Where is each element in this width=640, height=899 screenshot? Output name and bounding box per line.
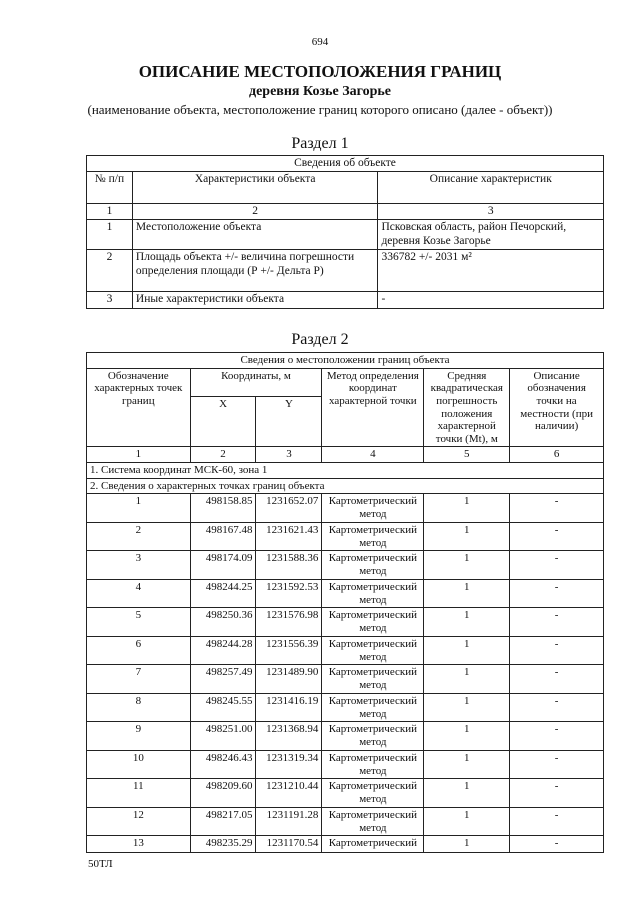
point-description: - <box>510 636 604 665</box>
col-number: 1 <box>87 204 133 220</box>
point-y: 1231556.39 <box>256 636 322 665</box>
col-number: 2 <box>132 204 378 220</box>
section2-caption: Сведения о местоположении границ объекта <box>87 353 604 369</box>
point-x: 498244.25 <box>190 579 256 608</box>
point-y: 1231652.07 <box>256 494 322 523</box>
table-row <box>87 750 604 779</box>
header-error: Средняя квадратическая погрешность положения характерной точки (Mt), м <box>424 368 510 447</box>
point-number: 1 <box>87 494 191 523</box>
footer-code: 50ТЛ <box>88 858 113 870</box>
section1-caption: Сведения об объекте <box>87 156 604 172</box>
point-x: 498217.05 <box>190 807 256 836</box>
point-error: 1 <box>424 836 510 853</box>
page-number: 694 <box>311 36 329 48</box>
point-method: Картометрический метод <box>322 779 424 808</box>
point-error: 1 <box>424 807 510 836</box>
row-number: 1 <box>87 220 133 250</box>
table-row <box>87 522 604 551</box>
point-x: 498158.85 <box>190 494 256 523</box>
point-description: - <box>510 522 604 551</box>
section1-table <box>86 155 604 309</box>
col-number: 2 <box>190 447 256 463</box>
point-y: 1231576.98 <box>256 608 322 637</box>
point-description: - <box>510 494 604 523</box>
point-x: 498245.55 <box>190 693 256 722</box>
point-method: Картометрический метод <box>322 551 424 580</box>
section2-heading: Раздел 2 <box>291 331 349 348</box>
point-y: 1231416.19 <box>256 693 322 722</box>
table-row <box>87 779 604 808</box>
point-y: 1231191.28 <box>256 807 322 836</box>
point-y: 1231592.53 <box>256 579 322 608</box>
point-description: - <box>510 551 604 580</box>
point-method: Картометрический метод <box>322 494 424 523</box>
point-y: 1231621.43 <box>256 522 322 551</box>
header-y: Y <box>256 397 322 447</box>
col-number: 6 <box>510 447 604 463</box>
point-description: - <box>510 693 604 722</box>
point-method: Картометрический метод <box>322 750 424 779</box>
header-point: Обозначение характерных точек границ <box>87 368 191 447</box>
section1-heading: Раздел 1 <box>291 135 349 152</box>
point-error: 1 <box>424 636 510 665</box>
point-number: 12 <box>87 807 191 836</box>
point-number: 11 <box>87 779 191 808</box>
points-info-row: 2. Сведения о характерных точках границ объекта <box>87 478 604 494</box>
point-description: - <box>510 750 604 779</box>
col-number: 3 <box>256 447 322 463</box>
point-x: 498235.29 <box>190 836 256 853</box>
header-characteristic: Характеристики объекта <box>132 172 378 204</box>
point-y: 1231489.90 <box>256 665 322 694</box>
point-method: Картометрический метод <box>322 665 424 694</box>
point-error: 1 <box>424 722 510 751</box>
row-number: 2 <box>87 250 133 292</box>
point-description: - <box>510 807 604 836</box>
document-subtitle: деревня Козье Загорье <box>249 84 391 99</box>
table-row <box>87 636 604 665</box>
point-x: 498251.00 <box>190 722 256 751</box>
section2-table <box>86 352 604 853</box>
point-x: 498246.43 <box>190 750 256 779</box>
point-error: 1 <box>424 750 510 779</box>
point-description: - <box>510 722 604 751</box>
point-y: 1231170.54 <box>256 836 322 853</box>
table-row <box>87 665 604 694</box>
table-row <box>87 579 604 608</box>
point-error: 1 <box>424 779 510 808</box>
table-row <box>87 836 604 853</box>
point-y: 1231368.94 <box>256 722 322 751</box>
point-error: 1 <box>424 608 510 637</box>
point-method: Картометрический метод <box>322 522 424 551</box>
table-row <box>87 807 604 836</box>
col-number: 3 <box>378 204 604 220</box>
point-x: 498250.36 <box>190 608 256 637</box>
table-row <box>87 494 604 523</box>
table-row <box>87 722 604 751</box>
header-description: Описание характеристик <box>378 172 604 204</box>
table-row <box>87 608 604 637</box>
point-number: 7 <box>87 665 191 694</box>
row-number: 3 <box>87 292 133 308</box>
point-description: - <box>510 608 604 637</box>
col-number: 1 <box>87 447 191 463</box>
point-number: 10 <box>87 750 191 779</box>
point-number: 13 <box>87 836 191 853</box>
row-description: Псковская область, район Печорский, деревня Козье Загорье <box>378 220 604 250</box>
point-y: 1231210.44 <box>256 779 322 808</box>
points-table-body <box>87 494 604 853</box>
coordinate-system-row: 1. Система координат МСК-60, зона 1 <box>87 463 604 479</box>
point-error: 1 <box>424 693 510 722</box>
point-method: Картометрический метод <box>322 693 424 722</box>
header-coords: Координаты, м <box>190 368 322 397</box>
row-description: 336782 +/- 2031 м² <box>378 250 604 292</box>
point-number: 9 <box>87 722 191 751</box>
point-method: Картометрический <box>322 836 424 853</box>
header-number: № п/п <box>87 172 133 204</box>
header-method: Метод определения координат характерной точки <box>322 368 424 447</box>
header-x: X <box>190 397 256 447</box>
point-description: - <box>510 779 604 808</box>
point-x: 498244.28 <box>190 636 256 665</box>
point-x: 498167.48 <box>190 522 256 551</box>
point-number: 5 <box>87 608 191 637</box>
col-number: 4 <box>322 447 424 463</box>
row-characteristic: Иные характеристики объекта <box>132 292 378 308</box>
point-x: 498257.49 <box>190 665 256 694</box>
point-error: 1 <box>424 579 510 608</box>
point-error: 1 <box>424 494 510 523</box>
row-characteristic: Местоположение объекта <box>132 220 378 250</box>
table-row <box>87 551 604 580</box>
point-x: 498174.09 <box>190 551 256 580</box>
point-method: Картометрический метод <box>322 608 424 637</box>
row-characteristic: Площадь объекта +/- величина погрешности определения площади (Р +/- Дельта Р) <box>132 250 378 292</box>
point-y: 1231319.34 <box>256 750 322 779</box>
row-description: - <box>378 292 604 308</box>
table-row <box>87 693 604 722</box>
point-description: - <box>510 665 604 694</box>
point-y: 1231588.36 <box>256 551 322 580</box>
point-description: - <box>510 836 604 853</box>
point-number: 8 <box>87 693 191 722</box>
point-number: 4 <box>87 579 191 608</box>
point-method: Картометрический метод <box>322 636 424 665</box>
col-number: 5 <box>424 447 510 463</box>
point-method: Картометрический метод <box>322 722 424 751</box>
point-error: 1 <box>424 551 510 580</box>
point-description: - <box>510 579 604 608</box>
point-x: 498209.60 <box>190 779 256 808</box>
point-number: 3 <box>87 551 191 580</box>
point-method: Картометрический метод <box>322 579 424 608</box>
point-error: 1 <box>424 522 510 551</box>
header-point-description: Описание обозначения точки на местности (при наличии) <box>510 368 604 447</box>
point-number: 6 <box>87 636 191 665</box>
point-number: 2 <box>87 522 191 551</box>
point-method: Картометрический метод <box>322 807 424 836</box>
document-title: ОПИСАНИЕ МЕСТОПОЛОЖЕНИЯ ГРАНИЦ <box>138 62 502 81</box>
document-note: (наименование объекта, местоположение границ которого описано (далее - объект)) <box>87 102 553 117</box>
point-error: 1 <box>424 665 510 694</box>
